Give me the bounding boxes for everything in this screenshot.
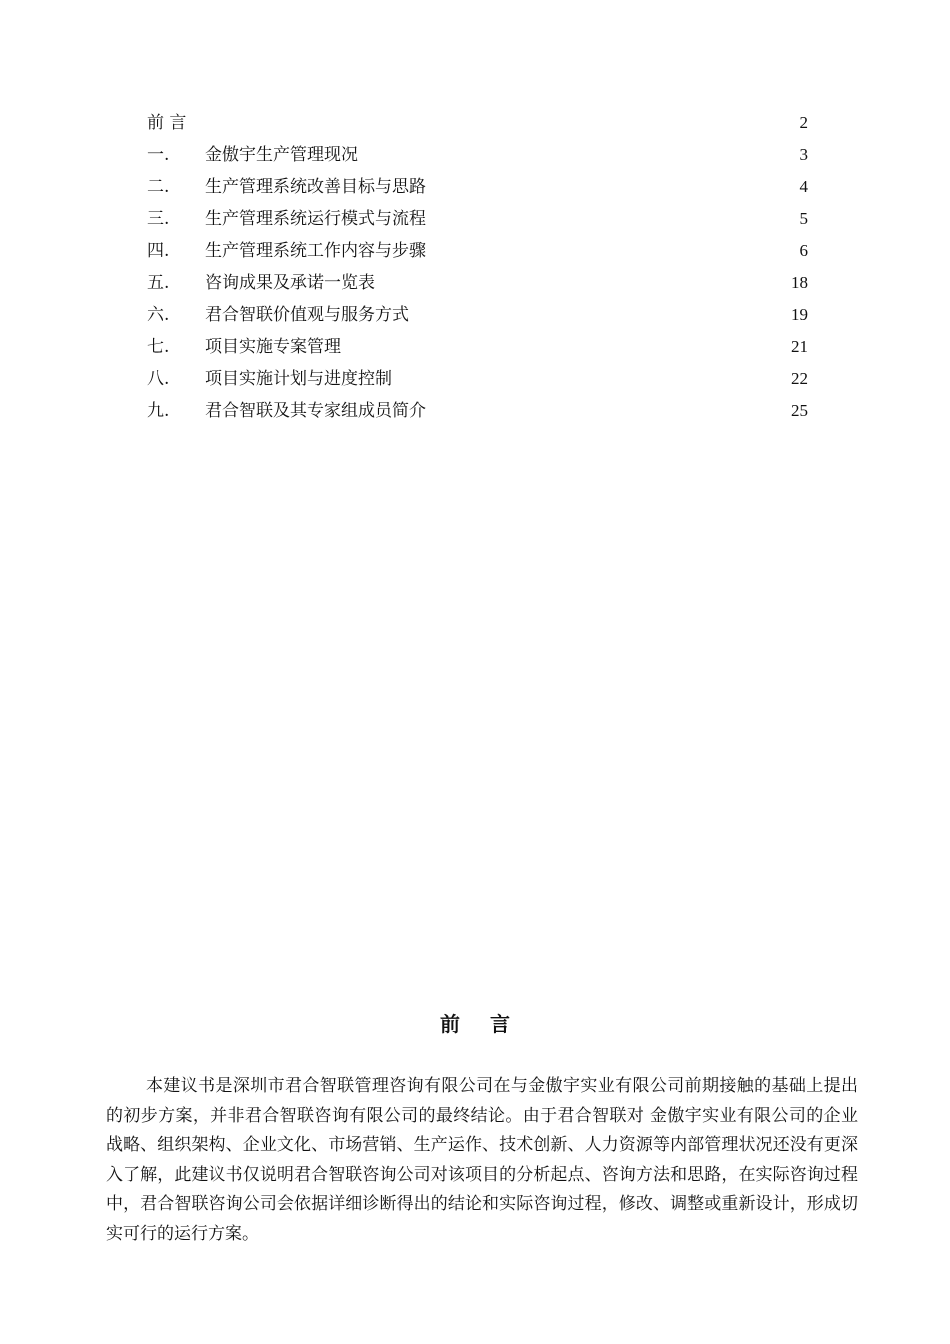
- toc-entry-number: 九.: [147, 401, 170, 421]
- preface-paragraph: 本建议书是深圳市君合智联管理咨询有限公司在与金傲宇实业有限公司前期接触的基础上提出的初步方案，并非君合智联咨询有限公司的最终结论。由于君合智联对 金傲宇实业有限公司的企业战略、组织架构、企业文化、市场营销、生产运作、技术创新、人力资源等内部管理状况还没有更深入了解，此建议书仅说明君合智联咨询公司对该项目的分析起点、咨询方法和思路，在实际咨询过程中，君合智联咨询公司会依据详细诊断得出的结论和实际咨询过程，修改、调整或重新设计，形成切实可行的运行方案。: [106, 1076, 858, 1244]
- toc-entry-6[interactable]: [147, 302, 808, 334]
- toc-entry-title: 项目实施专案管理: [205, 337, 341, 357]
- toc-entry-title: 咨询成果及承诺一览表: [205, 273, 375, 293]
- toc-entry-8[interactable]: [147, 366, 808, 398]
- toc-entry-page: 2: [799, 113, 808, 132]
- toc-entry-9[interactable]: [147, 398, 808, 430]
- toc-entry-page: 5: [799, 209, 808, 228]
- toc-entry-page: 25: [791, 401, 808, 420]
- table-of-contents: [147, 110, 808, 430]
- toc-entry-preface[interactable]: [147, 110, 808, 142]
- toc-entry-number: 一.: [147, 145, 170, 165]
- toc-entry-5[interactable]: [147, 270, 808, 302]
- toc-entry-number: 二.: [147, 177, 170, 197]
- toc-entry-number: 四.: [147, 241, 170, 261]
- toc-entry-title: 生产管理系统运行模式与流程: [205, 209, 426, 229]
- toc-entry-title: 君合智联及其专家组成员简介: [205, 401, 426, 421]
- toc-entry-number: 三.: [147, 209, 170, 229]
- toc-entry-page: 19: [791, 305, 808, 324]
- toc-entry-3[interactable]: [147, 206, 808, 238]
- toc-entry-page: 4: [799, 177, 808, 196]
- toc-entry-2[interactable]: [147, 174, 808, 206]
- toc-entry-page: 22: [791, 369, 808, 388]
- toc-entry-title: 项目实施计划与进度控制: [205, 369, 392, 389]
- preface-heading: 前言: [440, 1012, 540, 1036]
- toc-entry-7[interactable]: [147, 334, 808, 366]
- toc-entry-4[interactable]: [147, 238, 808, 270]
- toc-entry-1[interactable]: [147, 142, 808, 174]
- toc-entry-title: 生产管理系统改善目标与思路: [205, 177, 426, 197]
- toc-entry-page: 21: [791, 337, 808, 356]
- toc-entry-title: 君合智联价值观与服务方式: [205, 305, 409, 325]
- toc-entry-number: 七.: [147, 337, 170, 357]
- toc-entry-page: 18: [791, 273, 808, 292]
- toc-entry-title: 金傲宇生产管理现况: [205, 145, 358, 165]
- toc-entry-title: 生产管理系统工作内容与步骤: [205, 241, 426, 261]
- toc-entry-number: 六.: [147, 305, 170, 325]
- toc-entry-page: 6: [799, 241, 808, 260]
- toc-entry-page: 3: [799, 145, 808, 164]
- toc-entry-number: 五.: [147, 273, 170, 293]
- toc-entry-number: 八.: [147, 369, 170, 389]
- toc-entry-number: 前 言: [147, 113, 187, 133]
